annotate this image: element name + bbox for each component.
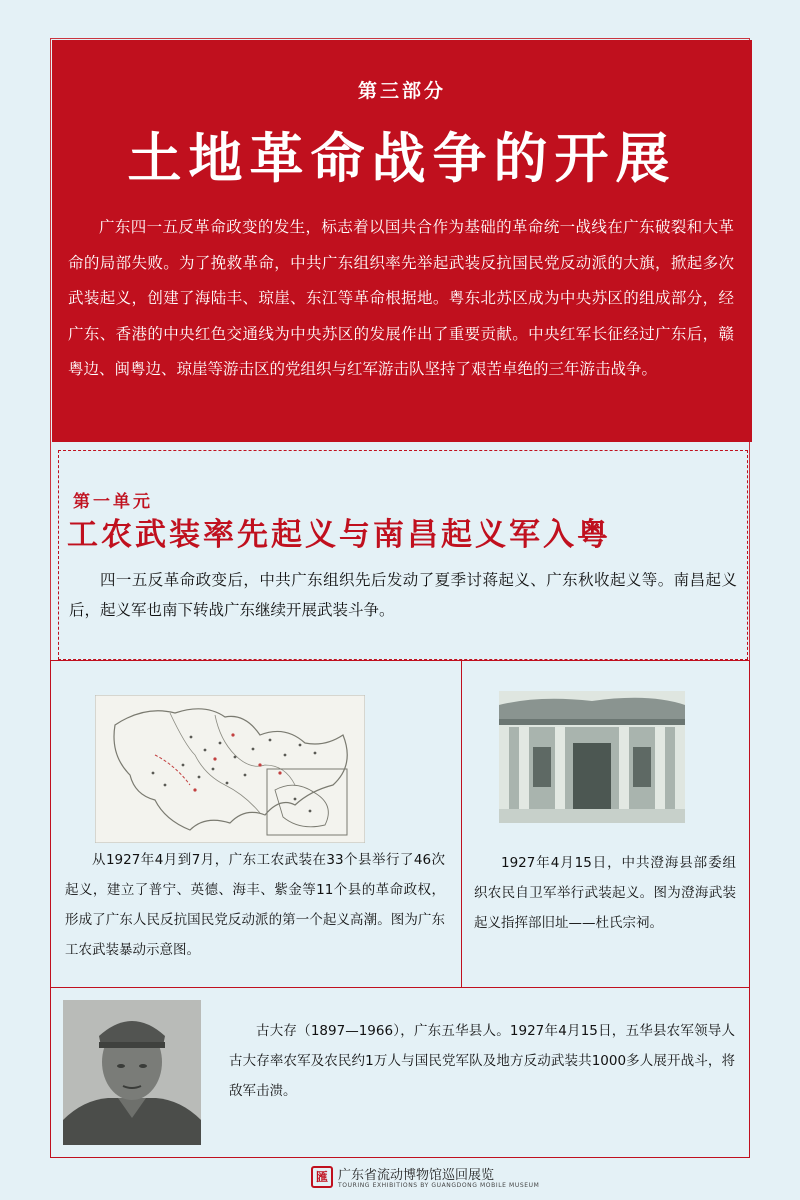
part-label: 第三部分 bbox=[357, 80, 446, 102]
museum-logo-icon: 匯 bbox=[311, 1166, 333, 1188]
museum-name-en: TOURING EXHIBITIONS BY GUANGDONG MOBILE MUSEUM bbox=[338, 1182, 540, 1189]
gu-dacun-portrait bbox=[63, 1000, 201, 1145]
unit-label: 第一单元 bbox=[73, 492, 153, 512]
uprising-map-image bbox=[95, 695, 365, 843]
footer bbox=[0, 1163, 800, 1193]
intro-paragraph: 广东四一五反革命政变的发生，标志着以国共合作为基础的革命统一战线在广东破裂和大革命的局部失败。为了挽救革命，中共广东组织率先举起武装反抗国民党反动派的大旗，掀起多次武装起义，创建了海陆丰、琼崖、东江等革命根据地。粤东北苏区成为中央苏区的组成部分，经广东、香港的中央红色交通线为中央苏区的发展作出了重要贡献。中央红军长征经过广东后，赣粤边、闽粤边、琼崖等游击区的党组织与红军游击队坚持了艰苦卓绝的三年游击战争。 bbox=[68, 218, 734, 378]
unit-section bbox=[58, 450, 748, 660]
part-header bbox=[52, 40, 752, 442]
person-caption: 古大存（1897—1966），广东五华县人。1927年4月15日，五华县农军领导人古大存率农军及农民约1万人与国民党军队及地方反动武装共1000多人展开战斗，将敌军击溃。 bbox=[229, 1023, 735, 1099]
museum-name: 广东省流动博物馆巡回展览 bbox=[338, 1168, 495, 1183]
unit-title: 工农武装率先起义与南昌起义军入粤 bbox=[67, 517, 611, 553]
unit-paragraph: 四一五反革命政变后，中共广东组织先后发动了夏季讨蒋起义、广东秋收起义等。南昌起义后，起义军也南下转战广东继续开展武装斗争。 bbox=[69, 571, 737, 619]
page-title: 土地革命战争的开展 bbox=[127, 126, 677, 190]
ancestral-hall-photo bbox=[499, 691, 685, 823]
map-exhibit bbox=[50, 660, 462, 988]
person-exhibit bbox=[50, 987, 750, 1158]
map-caption: 从1927年4月到7月，广东工农武装在33个县举行了46次起义，建立了普宁、英德、海丰、紫金等11个县的革命政权，形成了广东人民反抗国民党反动派的第一个起义高潮。图为广东工农武装暴动示意图。 bbox=[65, 852, 445, 958]
temple-caption: 1927年4月15日，中共澄海县部委组织农民自卫军举行武装起义。图为澄海武装起义指挥部旧址——杜氏宗祠。 bbox=[474, 855, 736, 931]
temple-exhibit bbox=[461, 660, 750, 988]
